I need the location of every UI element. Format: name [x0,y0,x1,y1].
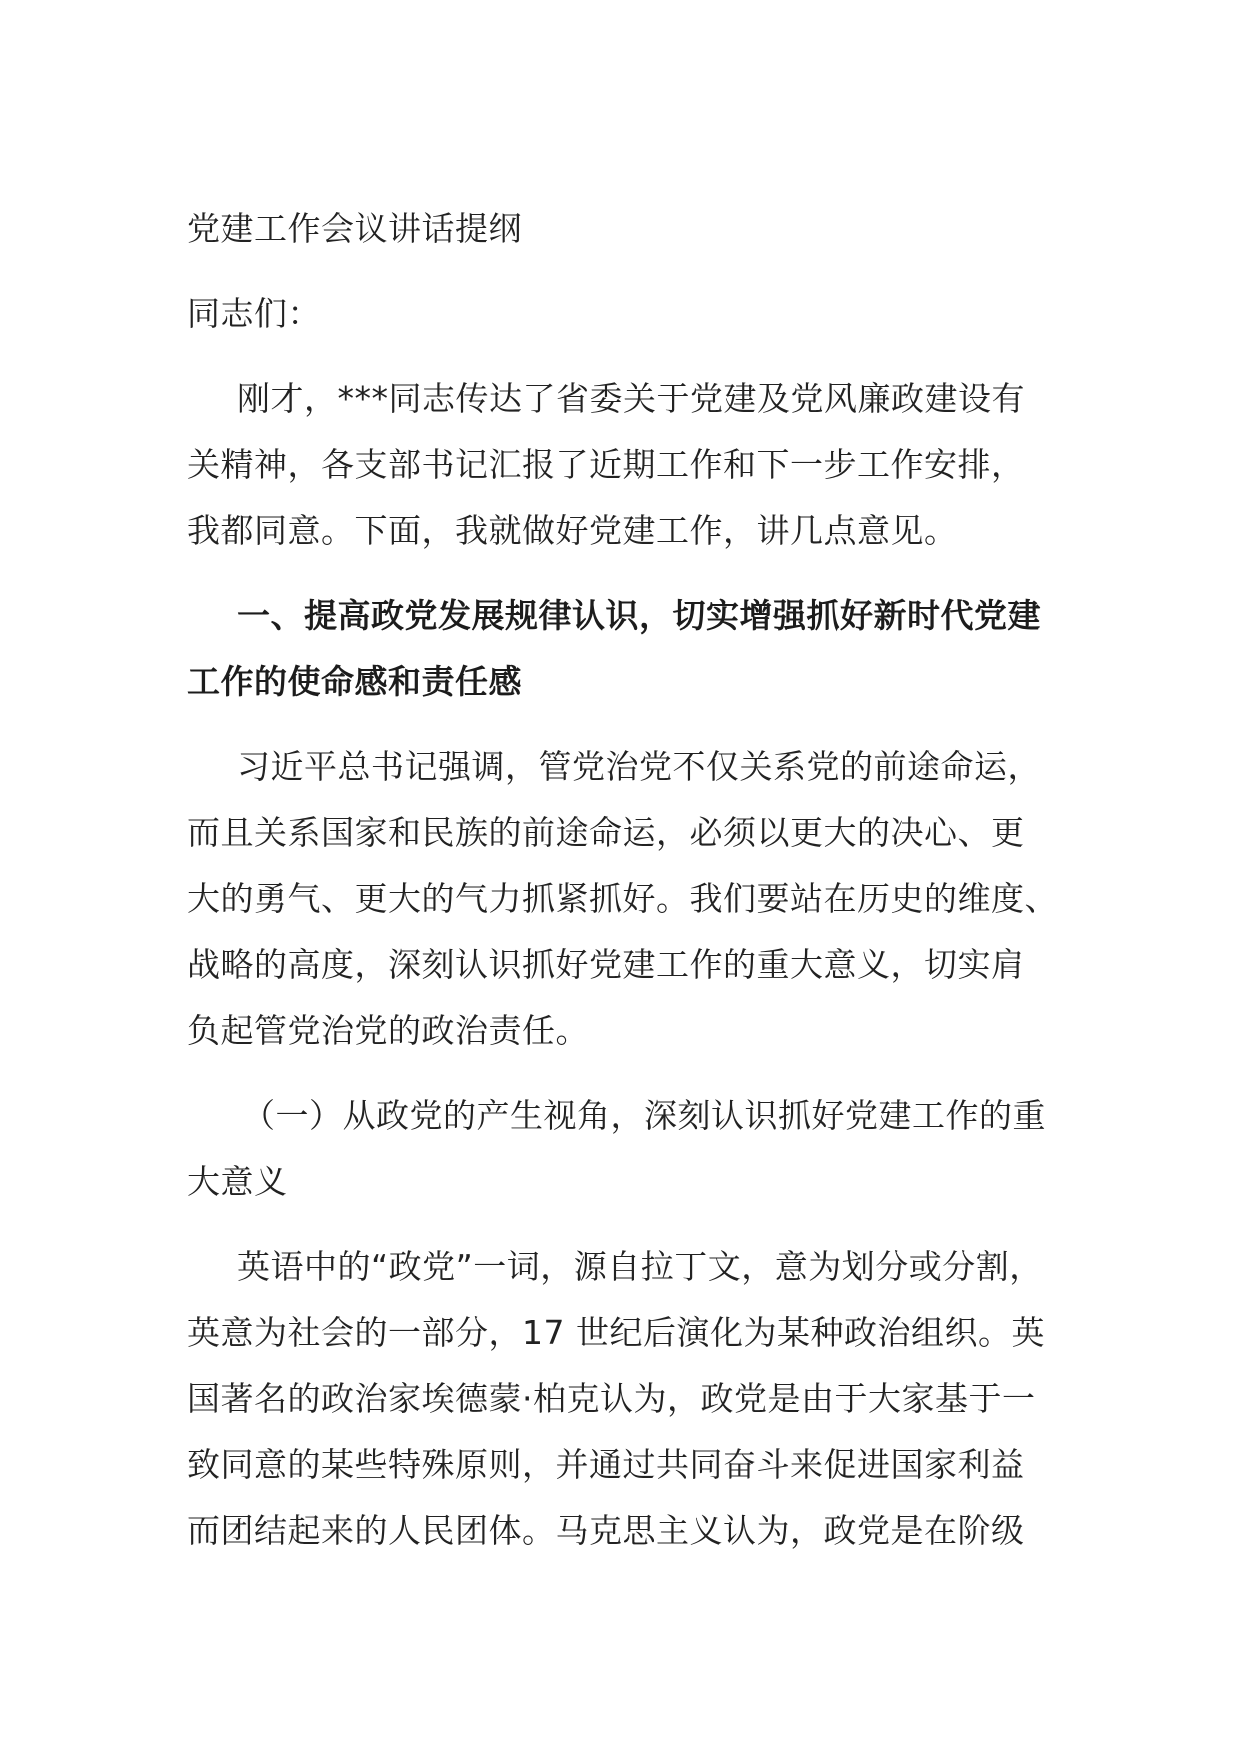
paragraph-line: 大的勇气、更大的气力抓紧抓好。我们要站在历史的维度、 [187,879,1058,918]
section-heading-1 [187,583,1077,715]
paragraph-line: 战略的高度，深刻认识抓好党建工作的重大意义，切实肩 [187,945,1025,984]
subsection-heading-line: （一）从政党的产生视角，深刻认识抓好党建工作的重 [242,1096,1046,1135]
paragraph-line: 而团结起来的人民团体。马克思主义认为，政党是在阶级 [187,1511,1025,1550]
salutation: 同志们： [187,294,321,333]
paragraph-line: 国著名的政治家埃德蒙·柏克认为，政党是由于大家基于一 [187,1379,1036,1418]
paragraph-line: 致同意的某些特殊原则，并通过共同奋斗来促进国家利益 [187,1445,1025,1484]
subsection-1-paragraph [187,1234,1077,1564]
paragraph-line: 负起管党治党的政治责任。 [187,1011,589,1050]
intro-line: 刚才，***同志传达了省委关于党建及党风廉政建设有 [237,379,1025,418]
intro-line: 关精神，各支部书记汇报了近期工作和下一步工作安排， [187,445,1025,484]
section-heading-line: 工作的使命感和责任感 [187,662,522,701]
paragraph-line: 习近平总书记强调，管党治党不仅关系党的前途命运， [237,747,1041,786]
section-1-paragraph [187,734,1077,1064]
document-body [187,196,1077,1564]
paragraph-line: 英意为社会的一部分，17 世纪后演化为某种政治组织。英 [187,1313,1045,1352]
document-title: 党建工作会议讲话提纲 [187,209,522,248]
subsection-heading-line: 大意义 [187,1162,288,1201]
intro-paragraph [187,366,1077,564]
subsection-heading-1 [187,1083,1077,1215]
paragraph-line: 而且关系国家和民族的前途命运，必须以更大的决心、更 [187,813,1025,852]
intro-line: 我都同意。下面，我就做好党建工作，讲几点意见。 [187,511,958,550]
paragraph-line: 英语中的“政党”一词，源自拉丁文，意为划分或分割， [237,1247,1043,1286]
section-heading-line: 一、提高政党发展规律认识，切实增强抓好新时代党建 [237,596,1041,635]
